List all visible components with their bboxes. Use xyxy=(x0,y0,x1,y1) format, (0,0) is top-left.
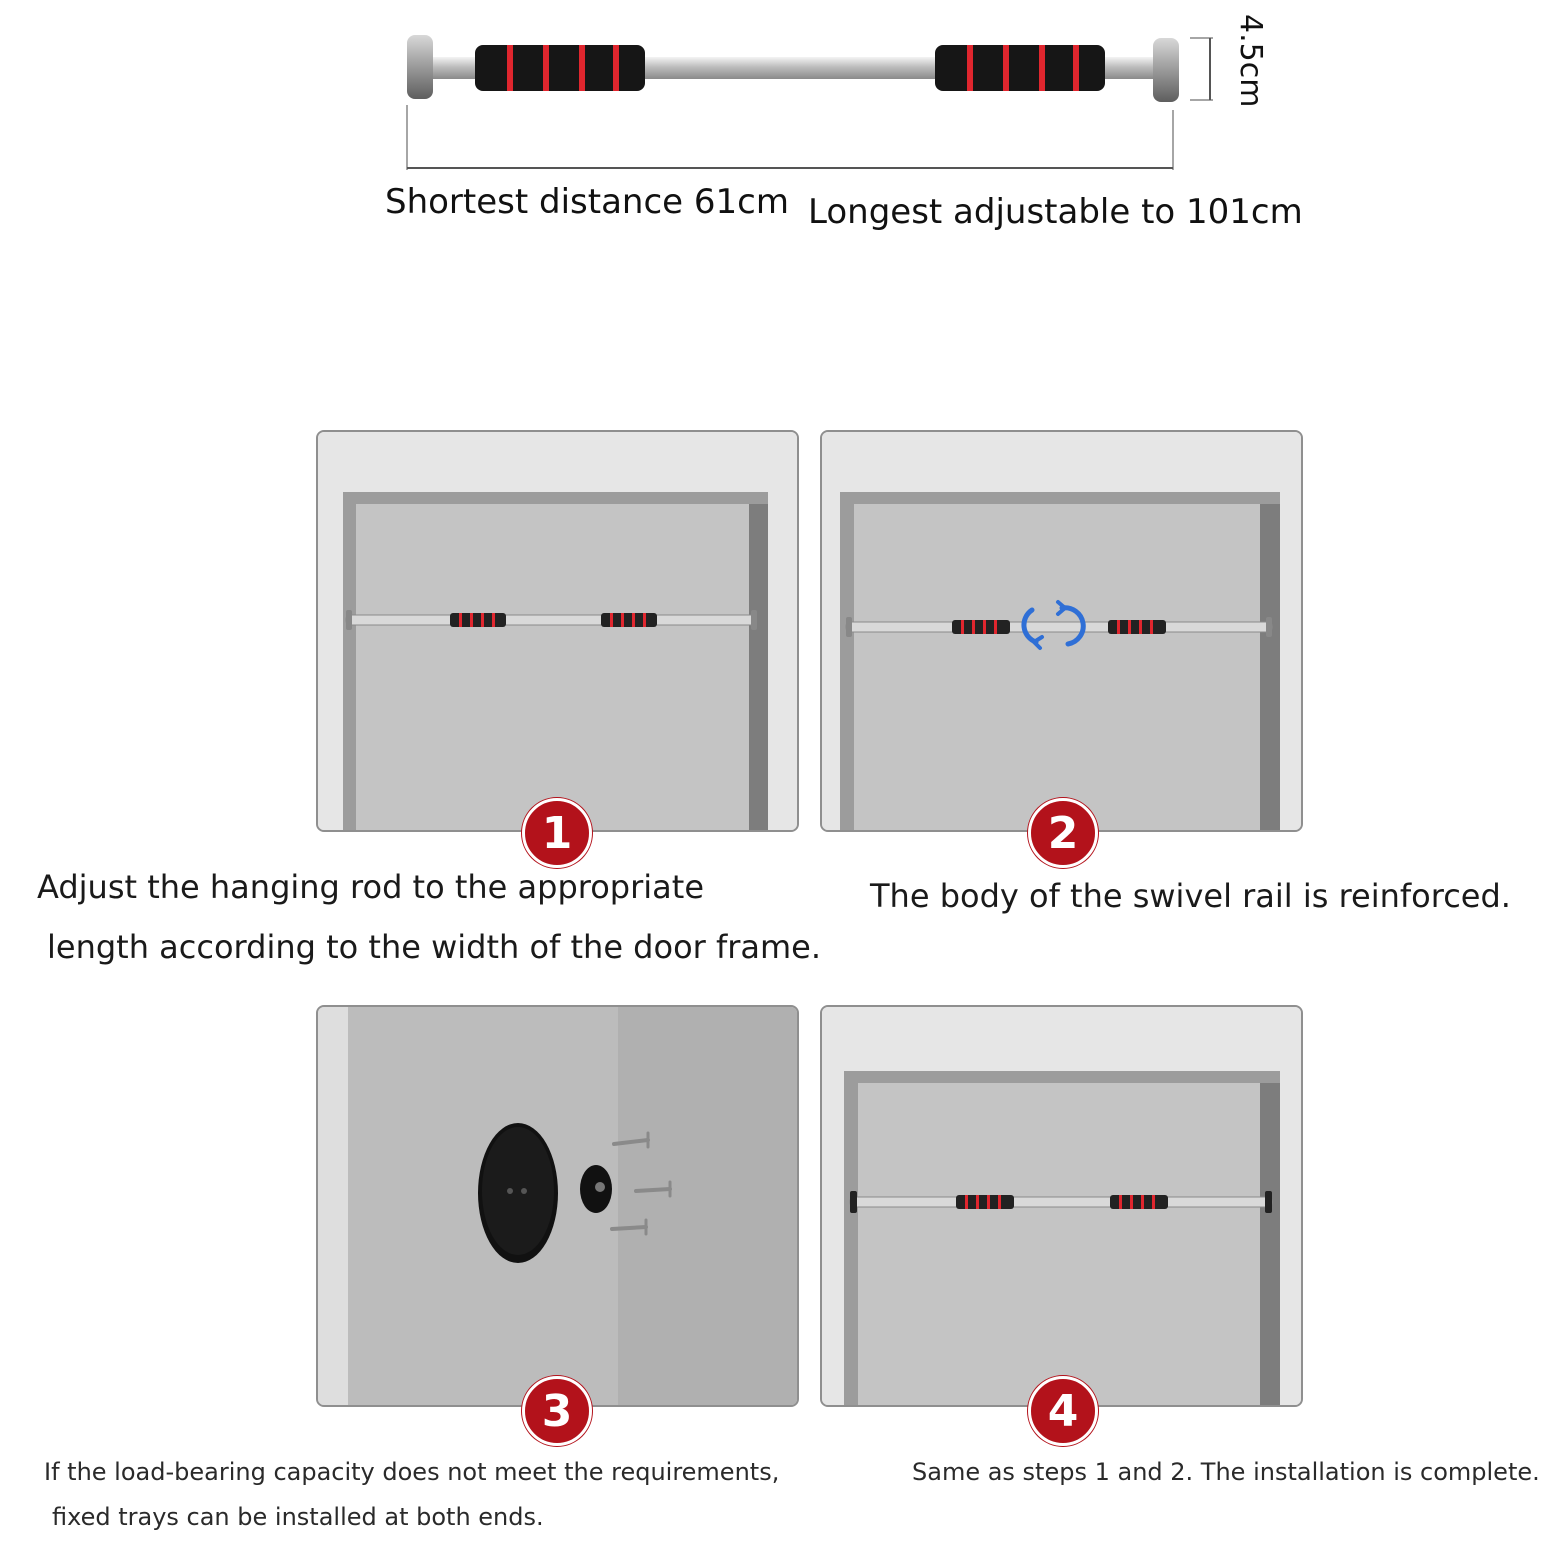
step-3-caption-line2: fixed trays can be installed at both ends. xyxy=(52,1503,544,1531)
step-1-caption-line1: Adjust the hanging rod to the appropriate xyxy=(37,868,704,906)
step-2-panel xyxy=(820,430,1303,832)
right-foam-grip xyxy=(935,45,1105,91)
step-2-badge: 2 xyxy=(1028,798,1098,868)
step-3-badge: 3 xyxy=(522,1376,592,1446)
step-4-badge: 4 xyxy=(1028,1376,1098,1446)
longest-adjustable-label: Longest adjustable to 101cm xyxy=(808,192,1303,232)
step-3-caption-line1: If the load-bearing capacity does not meet the requirements, xyxy=(44,1458,780,1486)
step-3-panel xyxy=(316,1005,799,1407)
step-2-caption: The body of the swivel rail is reinforced. xyxy=(870,877,1511,915)
pull-up-bar-illustration xyxy=(395,20,1295,180)
step-4-caption: Same as steps 1 and 2. The installation is complete. xyxy=(912,1458,1540,1486)
step-1-panel xyxy=(316,430,799,832)
shortest-distance-label: Shortest distance 61cm xyxy=(385,182,789,222)
step-1-badge: 1 xyxy=(522,798,592,868)
diameter-label: 4.5cm xyxy=(1233,14,1268,108)
step-4-panel xyxy=(820,1005,1303,1407)
step-1-caption-line2: length according to the width of the door frame. xyxy=(47,928,822,966)
left-foam-grip xyxy=(475,45,645,91)
